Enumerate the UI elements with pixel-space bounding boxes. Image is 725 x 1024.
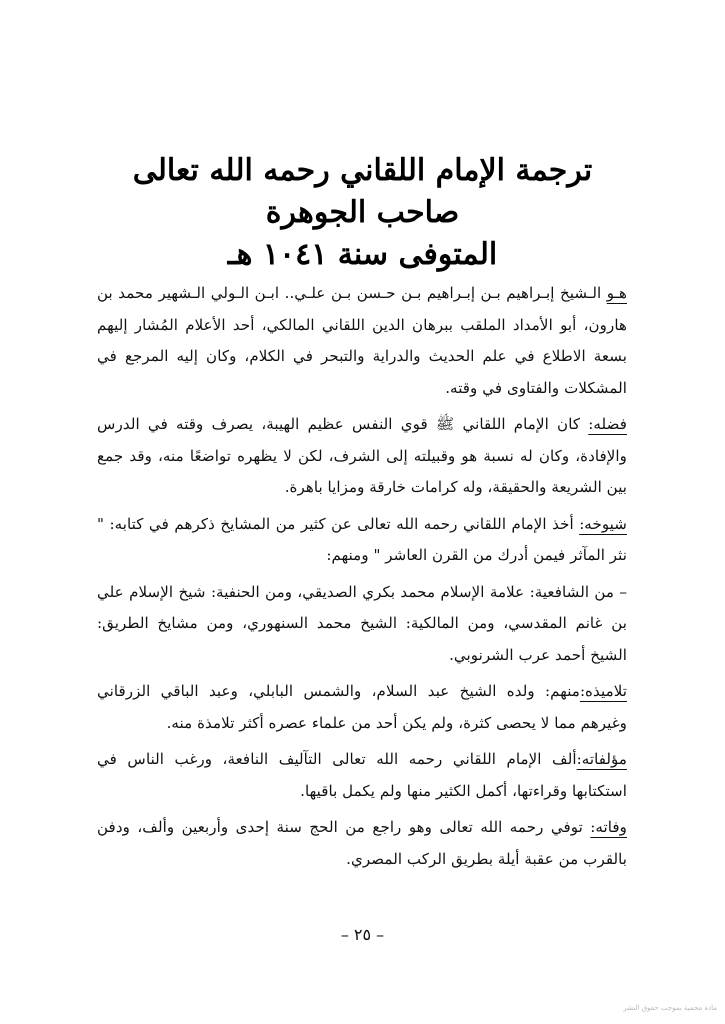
paragraph-label: مؤلفاته: [576,750,627,768]
paragraph-identity [97,278,627,404]
paragraph-text: توفي رحمه الله تعالى وهو راجع من الحج سنة إحدى وأربعين وألف، ودفن بالقرب من عقبة أيلة بطريق الركب المصري. [97,818,627,868]
page-title: ترجمة الإمام اللقاني رحمه الله تعالى [132,153,593,188]
paragraph-label: فضله: [588,415,627,433]
paragraph-students [97,676,627,739]
title-block [0,150,725,276]
copyright-watermark: مادة محمية بموجب حقوق النشر [623,1004,717,1012]
death-date-title: المتوفى سنة ١٠٤١ هـ [227,237,498,272]
page-subtitle: صاحب الجوهرة [265,195,460,230]
paragraph-text: منهم: ولده الشيخ عبد السلام، والشمس البابلي، وعبد الباقي الزرقاني وغيرهم مما لا يحصى كثرة، ولم يكن أحد من علماء عصره أكثر تلامذة منه. [97,682,627,732]
paragraph-label: هـو [606,284,627,302]
paragraph-text: – من الشافعية: علامة الإسلام محمد بكري الصديقي، ومن الحنفية: شيخ الإسلام علي بن غانم المقدسي، ومن المالكية: الشيخ محمد السنهوري، ومن مشايخ الطريق: الشيخ أحمد عرب الشرنوبي. [97,582,627,664]
paragraph-text: الـشيخ إبـراهيم بـن إبـراهيم بـن حـسن بـن علـي.. ابـن الـولي الـشهير محمد بن هارون، أبو الأمداد الملقب ببرهان الدين اللقاني المالكي، أحد الأعلام المُشار إليهم بسعة الاطلاع في علم الحديث والدراية والتبحر في الكلام، وكان إليه المرجع في المشكلات والفتاوى في وقته. [97,284,627,397]
paragraph-works [97,744,627,807]
biography-body [97,278,627,880]
paragraph-virtue [97,409,627,504]
paragraph-text: ألف الإمام اللقاني رحمه الله تعالى التآليف النافعة، ورغب الناس في استكتابها وقراءتها، أكمل الكثير منها ولم يكمل باقيها. [97,750,627,800]
paragraph-teachers [97,509,627,572]
paragraph-text: كان الإمام اللقاني ﷺ قوي النفس عظيم الهيبة، يصرف وقته في الدرس والإفادة، وكان له نسبة هو وقبيلته إلى الشرف، لكن لا يظهره تواضعًا منه، وقد جمع بين الشريعة والحقيقة، وله كرامات خارقة ومزايا باهرة. [97,415,627,496]
paragraph-label: تلاميذه: [579,682,627,700]
paragraph-label: شيوخه: [579,514,627,533]
page-number: – ٢٥ – [340,925,385,944]
paragraph-text: أخذ الإمام اللقاني رحمه الله تعالى عن كثير من المشايخ ذكرهم في كتابه: " نثر المآثر فيمن أدرك من القرن العاشر " ومنهم: [97,514,627,564]
paragraph-label: وفاته: [590,818,627,836]
paragraph-teachers-list [97,577,627,672]
paragraph-death [97,812,627,875]
